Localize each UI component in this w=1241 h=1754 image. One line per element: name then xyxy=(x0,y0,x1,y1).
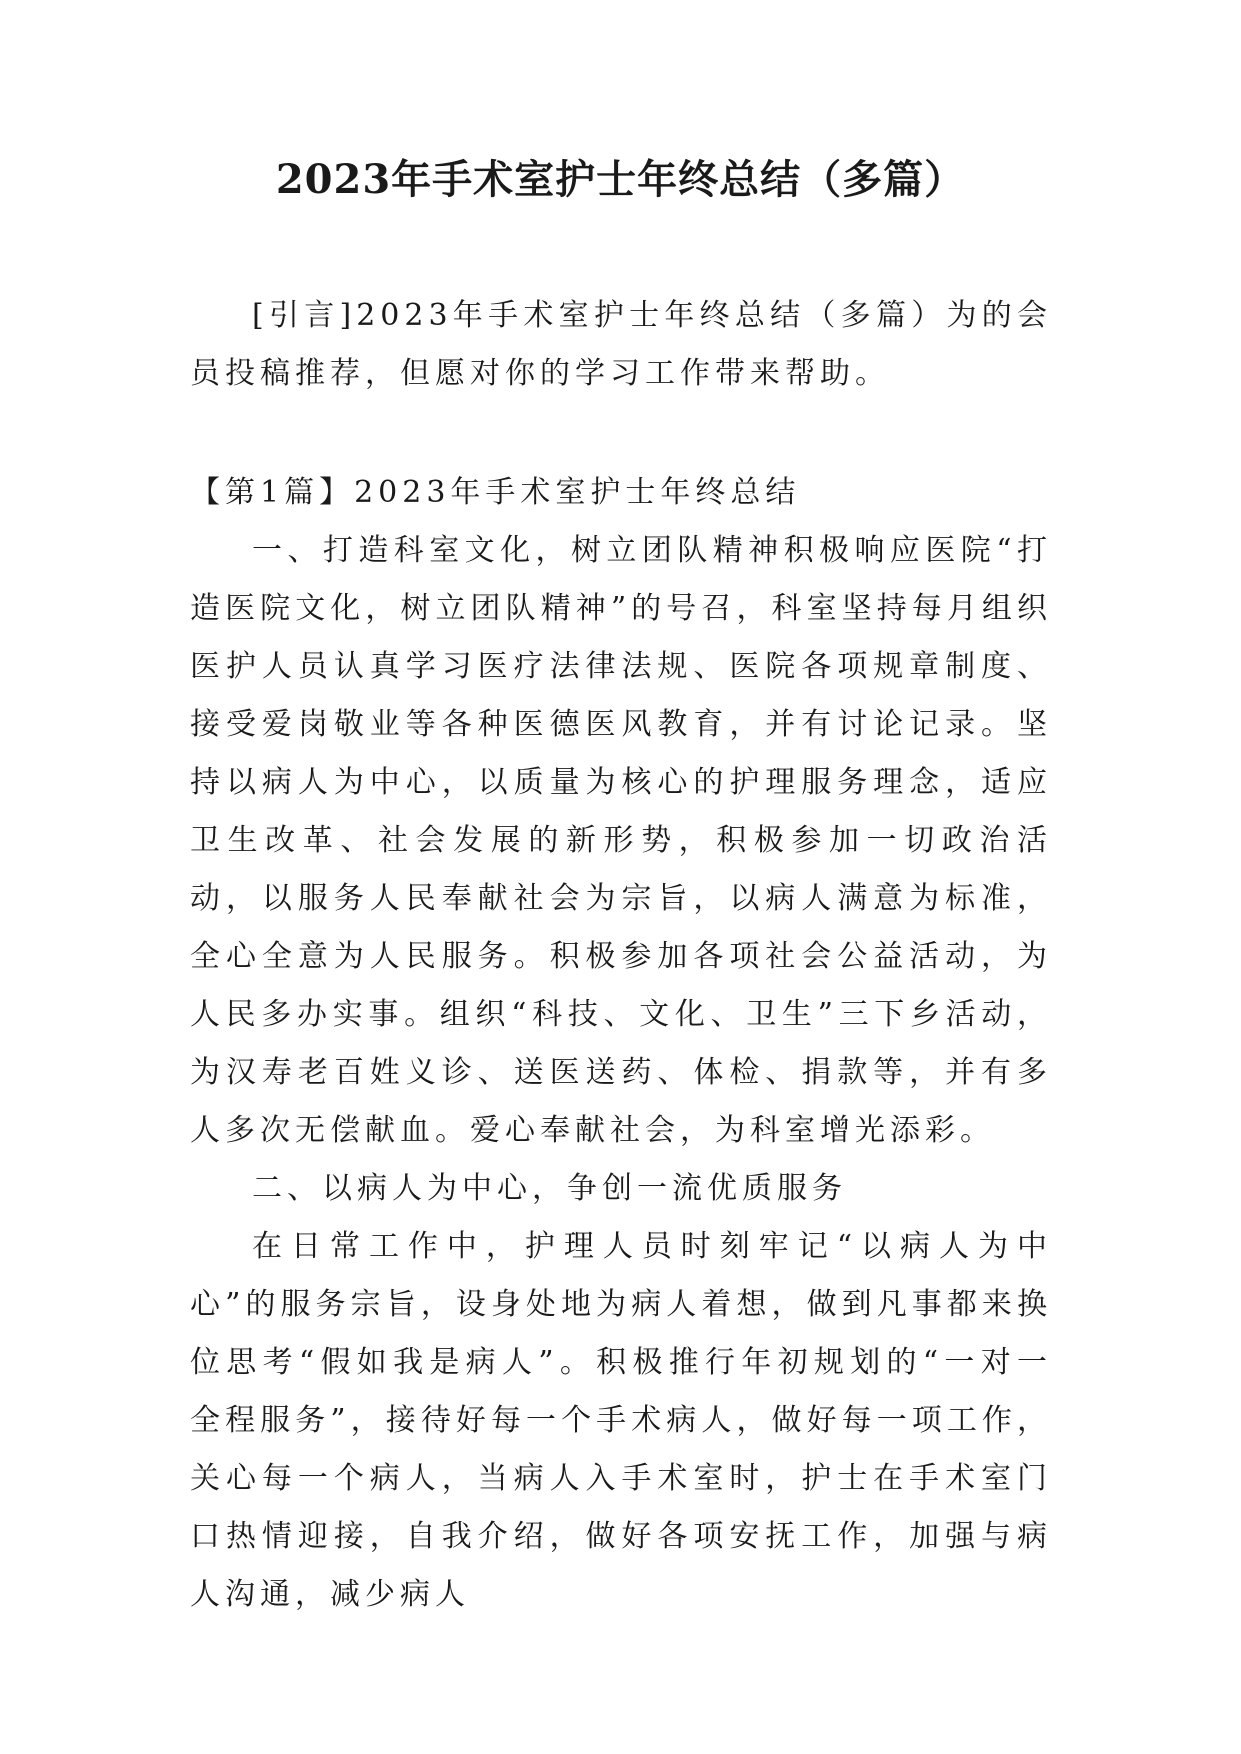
document-title: 2023年手术室护士年终总结（多篇） xyxy=(275,156,966,203)
body-paragraph: 一、打造科室文化，树立团队精神积极响应医院“打造医院文化，树立团队精神”的号召，科室坚持每月组织医护人员认真学习医疗法律法规、医院各项规章制度、接受爱岗敬业等各种医德医风教育，并有讨论记录。坚持以病人为中心，以质量为核心的护理服务理念，适应卫生改革、社会发展的新形势，积极参加一切政治活动，以服务人民奉献社会为宗旨，以病人满意为标准，全心全意为人民服务。积极参加各项社会公益活动，为人民多办实事。组织“科技、文化、卫生”三下乡活动，为汉寿老百姓义诊、送医送药、体检、捐款等，并有多人多次无偿献血。爱心奉献社会，为科室增光添彩。 xyxy=(190,533,1052,1148)
intro-paragraph: [引言]2023年手术室护士年终总结（多篇）为的会员投稿推荐，但愿对你的学习工作带来帮助。 xyxy=(190,298,1052,391)
document-body xyxy=(190,464,1052,1624)
body-paragraph: 二、以病人为中心，争创一流优质服务 xyxy=(252,1171,847,1206)
section-heading: 【第1篇】2023年手术室护士年终总结 xyxy=(190,475,801,510)
body-paragraph: 在日常工作中，护理人员时刻牢记“以病人为中心”的服务宗旨，设身处地为病人着想，做到凡事都来换位思考“假如我是病人”。积极推行年初规划的“一对一全程服务”，接待好每一个手术病人，做好每一项工作，关心每一个病人，当病人入手术室时，护士在手术室门口热情迎接，自我介绍，做好各项安抚工作，加强与病人沟通，减少病人 xyxy=(190,1229,1052,1612)
